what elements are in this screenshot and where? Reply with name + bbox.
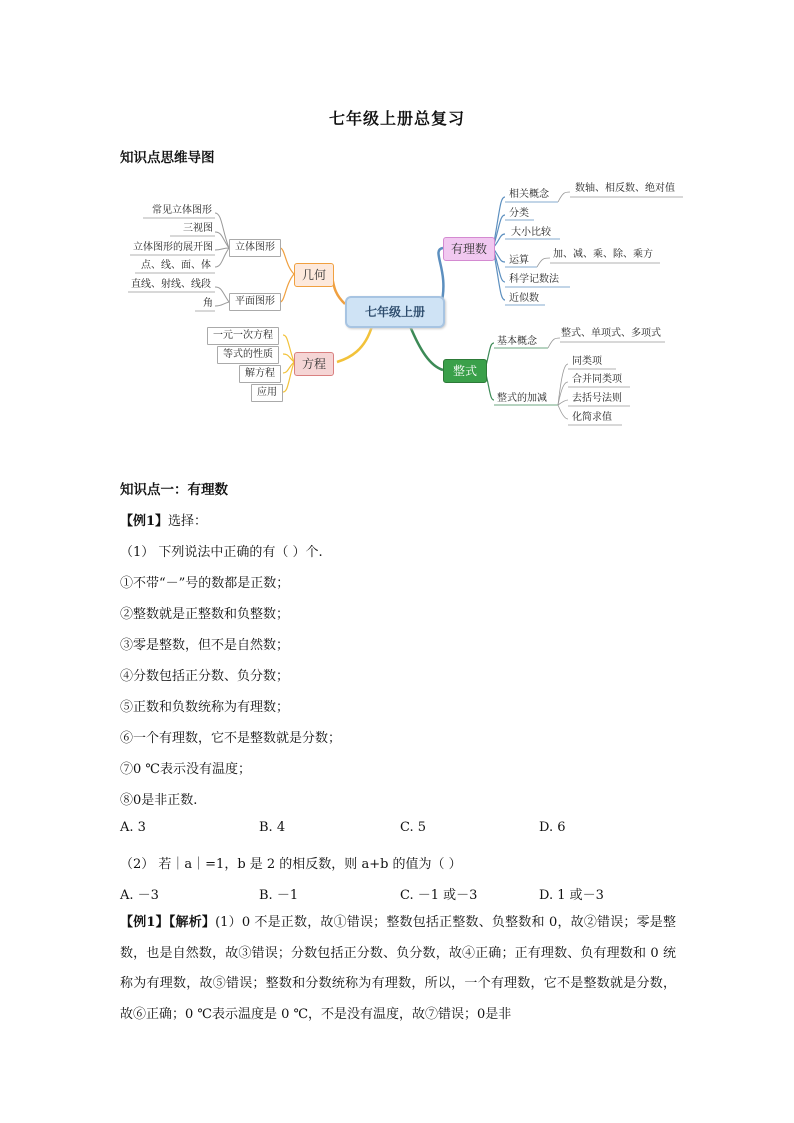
statement-5: ⑤正数和负数统称为有理数； xyxy=(120,700,290,715)
node-approximation: 近似数 xyxy=(509,293,539,304)
node-simplify-evaluate: 化简求值 xyxy=(572,412,612,423)
example-tag: 【例1】 xyxy=(120,514,169,529)
node-scientific-notation: 科学记数法 xyxy=(509,274,559,285)
statement-4: ④分数包括正分数、负分数； xyxy=(120,669,290,684)
node-lines-rays-segments: 直线、射线、线段 xyxy=(131,279,211,290)
node-related-concepts: 相关概念 xyxy=(509,189,549,200)
option-c: C. －1 或－3 xyxy=(400,888,478,903)
branch-equation: 方程 xyxy=(294,352,334,376)
node-operation-detail: 加、减、乘、除、乘方 xyxy=(553,249,653,260)
node-solid-figure: 立体图形 xyxy=(229,239,281,257)
node-application: 应用 xyxy=(251,384,283,402)
node-basic-concepts: 基本概念 xyxy=(497,336,537,347)
node-like-terms: 同类项 xyxy=(572,356,602,367)
node-common-solids: 常见立体图形 xyxy=(152,205,212,216)
node-classification: 分类 xyxy=(509,208,529,219)
page-title: 七年级上册总复习 xyxy=(328,109,465,128)
option-a: A. －3 xyxy=(120,888,159,903)
node-operations: 运算 xyxy=(509,255,529,266)
statement-8: ⑧0是非正数. xyxy=(120,793,198,808)
question-2: （2） 若｜a｜=1，b 是 2 的相反数，则 a+b 的值为（ ） xyxy=(120,857,462,872)
node-angle: 角 xyxy=(203,298,213,309)
node-comparison: 大小比较 xyxy=(511,227,551,238)
node-basic-detail: 整式、单项式、多项式 xyxy=(561,328,661,339)
node-remove-brackets: 去括号法则 xyxy=(572,393,622,404)
branch-geometry: 几何 xyxy=(294,263,334,287)
node-linear-equation: 一元一次方程 xyxy=(207,327,279,345)
branch-rational: 有理数 xyxy=(443,237,495,261)
branch-polynomial: 整式 xyxy=(443,359,487,383)
node-plane-figure: 平面图形 xyxy=(229,293,281,311)
node-concept-detail: 数轴、相反数、绝对值 xyxy=(575,183,675,194)
mindmap-heading: 知识点思维导图 xyxy=(120,150,215,166)
statement-3: ③零是整数，但不是自然数； xyxy=(120,638,290,653)
example-1-intro xyxy=(120,510,207,529)
statement-6: ⑥一个有理数，它不是整数就是分数； xyxy=(120,731,342,746)
node-three-views: 三视图 xyxy=(183,223,213,234)
mind-map xyxy=(0,170,794,440)
option-d: D. 6 xyxy=(539,820,566,835)
option-b: B. －1 xyxy=(259,888,299,903)
option-c: C. 5 xyxy=(400,820,427,835)
mindmap-center-node: 七年级上册 xyxy=(345,296,445,328)
analysis-paragraph xyxy=(120,908,676,1030)
statement-2: ②整数就是正整数和负整数； xyxy=(120,607,290,622)
option-b: B. 4 xyxy=(259,820,286,835)
node-solid-nets: 立体图形的展开图 xyxy=(133,242,213,253)
node-equality-properties: 等式的性质 xyxy=(217,346,279,364)
analysis-tag: 【例1】【解析】 xyxy=(120,915,216,930)
node-combine-like-terms: 合并同类项 xyxy=(572,374,622,385)
option-d: D. 1 或－3 xyxy=(539,888,604,903)
node-solve-equation: 解方程 xyxy=(239,365,281,383)
section-heading: 知识点一：有理数 xyxy=(120,482,228,498)
example-label: 选择： xyxy=(168,514,208,529)
analysis-text: (1）0 不是正数，故①错误；整数包括正整数、负整数和 0，故②错误；零是整数，也是自然数，故③错误；分数包括正分数、负分数，故④正确；正有理数、负有理数和 0 统称为有理数，故⑤错误；整数和分数统称为有理数，所以，一个有理数，它不是整数就是分数，故⑥正确；0 ℃表示温度是 0 ℃，不是没有温度，故⑦错误；0是非 xyxy=(120,915,676,1022)
statement-1: ①不带“－”号的数都是正数； xyxy=(120,576,290,591)
question-1: （1） 下列说法中正确的有（ ）个. xyxy=(120,545,323,560)
statement-7: ⑦0 ℃表示没有温度； xyxy=(120,762,251,777)
node-point-line-surface: 点、线、面、体 xyxy=(141,260,211,271)
node-add-subtract: 整式的加减 xyxy=(497,393,547,404)
option-a: A. 3 xyxy=(120,820,146,835)
